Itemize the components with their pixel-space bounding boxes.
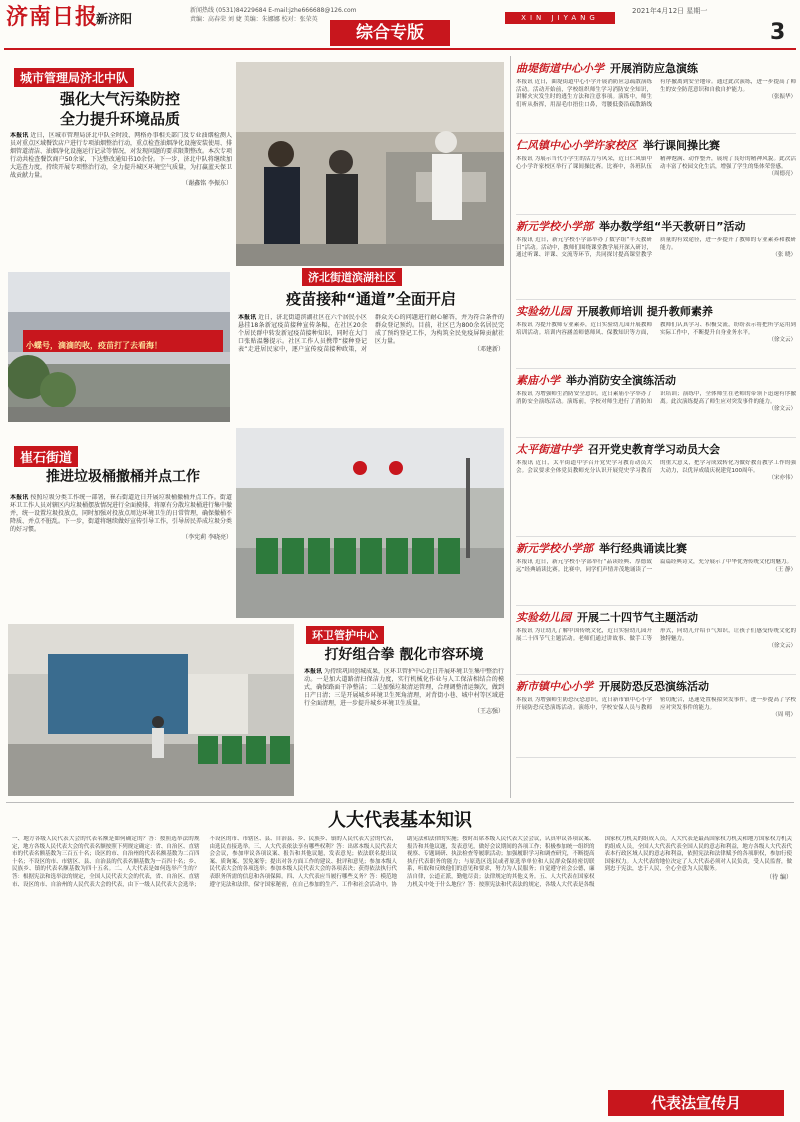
news-brief-tag: 仁风镇中心小学许家校区 bbox=[516, 139, 637, 152]
art3-lead: 本报讯 bbox=[10, 494, 29, 501]
news-brief-byline: （王 静） bbox=[772, 566, 796, 573]
news-brief-title: 开展二十四节气主题活动 bbox=[577, 611, 698, 624]
news-brief-byline: （周德亮） bbox=[768, 171, 796, 177]
bottom-title: 人大代表基本知识 bbox=[328, 810, 472, 831]
news-brief bbox=[516, 441, 796, 537]
art4-byline: （王志强） bbox=[473, 708, 504, 715]
news-brief-tag: 实验幼儿园 bbox=[516, 611, 571, 624]
masthead-edition: 新济阳 bbox=[96, 12, 133, 26]
section-title: 综合专版 bbox=[330, 20, 450, 46]
art4-body bbox=[304, 668, 504, 794]
art2-title: 疫苗接种“通道”全面开启 bbox=[286, 290, 456, 308]
news-brief-body bbox=[516, 391, 796, 438]
news-brief-title: 开展防恐反恐演练活动 bbox=[599, 680, 709, 693]
art1-photo bbox=[236, 62, 504, 266]
art4-tag: 环卫管护中心 bbox=[306, 626, 384, 644]
news-brief-header bbox=[516, 218, 796, 234]
bottom-text: 一、地方各级人民代表大会的代表名额是如何确定的？答：按照选举法的规定，地方各级人民代表大会的代表名额按照下列规定确定：省、自治区、直辖市的代表名额基数为三百五十名；设区的市、自治州的代表名额基数为二百四十名；不设区的市、市辖区、县、自治县的代表名额基数为一百四十名；乡、民族乡、镇的代表名额基数为四十五名。二、人大代表是如何选举产生的？答：根据宪法和选举法的规定，全国人民代表大会的代表，省、自治区、直辖市、设区的市、自治州的人民代表大会的代表，由下一级人民代表大会选举；不设区的市、市辖区、县、自治县、乡、民族乡、镇的人民代表大会的代表，由选民直接选举。三、人大代表依法享有哪些权利？答：出席本级人民代表大会会议，参加审议各项议案、报告和其他议题，发表意见；依法联名提出议案、质询案、罢免案等；提出对各方面工作的建议、批评和意见；参加本级人民代表大会的各项选举；参加本级人民代表大会的各项表决；获得依法执行代表职务所需的信息和各项保障。四、人大代表应当履行哪些义务？答：模范地遵守宪法和法律，保守国家秘密，在自己参加的生产、工作和社会活动中，协助宪法和法律的实施；按时出席本级人民代表大会会议，认真审议各项议案、报告和其他议题，发表意见，做好会议期间的各项工作；积极参加统一组织的视察、专题调研、执法检查等履职活动；加强履职学习和调查研究，不断提高执行代表职务的能力；与原选区选民或者原选举单位和人民群众保持密切联系，听取和反映他们的意见和要求，努力为人民服务；自觉遵守社会公德，廉洁自律，公道正派，勤勉尽责；法律规定的其他义务。五、人大代表在国家权力机关中处于什么地位？答：按照宪法和代表法的规定，各级人大代表是各级国家权力机关的组成人员，人大代表是最高国家权力机关和地方国家权力机关的组成人员，全国人大代表代表全国人民的意志和利益，地方各级人大代表代表本行政区域人民的意志和利益，依照宪法和法律赋予的各项职权，参加行使国家权力。人大代表的地位决定了人大代表必须对人民负责，受人民监督，做到忠于宪法，忠于人民，全心全意为人民服务。 bbox=[12, 836, 792, 888]
news-brief-body bbox=[516, 697, 796, 758]
art3-byline: （李宪莉 李晓亮） bbox=[182, 534, 232, 541]
news-brief-byline: （周 明） bbox=[772, 712, 796, 718]
art4-title: 打好组合拳 靓化市容环境 bbox=[324, 647, 484, 663]
news-brief-body bbox=[516, 156, 796, 215]
art3-photo bbox=[236, 428, 504, 618]
news-brief-text: 本报讯 为增强师生防恐反恐意识，近日新市镇中心小学开展防恐反恐演练活动。演练中，学校安保人员与教师密切配合，迅速处置模拟突发事件，进一步提高了学校应对突发事件的能力。 bbox=[516, 697, 796, 711]
news-brief-title: 开展消防应急演练 bbox=[610, 62, 698, 75]
news-brief-tag: 太平街道中学 bbox=[516, 443, 582, 456]
header-rule bbox=[4, 48, 796, 50]
column-divider bbox=[510, 56, 511, 798]
art3-tag: 崔石街道 bbox=[14, 446, 78, 467]
news-brief-byline: （徐文云） bbox=[768, 643, 796, 649]
art1-byline: （谢鑫铭 李振东） bbox=[182, 180, 232, 187]
art4-lead: 本报讯 bbox=[304, 668, 323, 675]
masthead-date: 2021年4月12日 星期一 bbox=[632, 7, 708, 15]
news-brief-body bbox=[516, 237, 796, 300]
news-brief-title: 举办数学组“半天教研日”活动 bbox=[599, 220, 746, 233]
kitchen-inspection-photo bbox=[236, 62, 504, 266]
news-brief-tag: 素庙小学 bbox=[516, 374, 560, 387]
art4-photo bbox=[8, 624, 294, 796]
news-brief-tag: 新市镇中心小学 bbox=[516, 680, 593, 693]
news-brief bbox=[516, 609, 796, 675]
sanitation-truck-photo bbox=[8, 624, 294, 796]
news-brief-tag: 新元学校小学部 bbox=[516, 220, 593, 233]
art2-text: 近日，济北街道滨湖社区在六个居民小区悬挂18条新冠疫苗接种宣传条幅，在社区20余个居民群中转发新冠疫苗接种知识，同时在大门口张贴温馨提示。社区工作人员携带“接种登记表”走进居民家中，逐户宣传疫苗接种政策，对群众关心的问题进行耐心解答，并为符合条件的群众登记预约。目前，社区已为800余名居民完成了预约登记工作，为构筑全民免疫屏障贡献社区力量。 bbox=[238, 314, 504, 353]
news-brief bbox=[516, 540, 796, 606]
news-brief-text: 本报讯 近日，曲堤街道中心小学开展消防应急疏散演练活动。活动开始前，学校组织师生学习消防安全知识，讲解火灾发生时的逃生方法和注意事项。演练中，师生们听从指挥，用湿毛巾捂住口鼻，弯腰低姿沿疏散路线有序撤离到安全地带。通过此次演练，进一步提高了师生的安全防范意识和自救自护能力。 bbox=[516, 79, 796, 108]
law-month-banner: 代表法宣传月 bbox=[608, 1090, 784, 1116]
masthead-pinyin: XIN JIYANG bbox=[505, 12, 615, 24]
news-brief-tag: 曲堤街道中心小学 bbox=[516, 62, 604, 75]
news-brief bbox=[516, 372, 796, 438]
art3-title: 推进垃圾桶撤桶并点工作 bbox=[46, 469, 200, 485]
page-number: 3 bbox=[770, 20, 786, 45]
news-brief bbox=[516, 60, 796, 134]
art4-text: 为持续巩固创城成果，区环卫管护中心近日开展环境卫生集中整治行动。一是加大道路清扫保洁力度，实行机械化作业与人工保洁相结合的模式，确保路面干净整洁；二是加强垃圾清运管理，合理调整清运频次，做到日产日清；三是开展城乡环境卫生死角清理，对背街小巷、城中村等区域进行全面清理，进一步提升城乡环境卫生质量。 bbox=[304, 668, 504, 707]
art2-lead: 本报讯 bbox=[238, 314, 257, 321]
news-brief-title: 召开党史教育学习动员大会 bbox=[588, 443, 720, 456]
art1-body bbox=[10, 132, 232, 262]
art3-body bbox=[10, 494, 232, 618]
art1-title-line2: 全力提升环境品质 bbox=[59, 110, 180, 128]
garbage-bins-photo bbox=[236, 428, 504, 618]
news-brief-title: 举办消防安全演练活动 bbox=[566, 374, 676, 387]
news-brief-byline: （张振华） bbox=[768, 94, 796, 100]
art2-tag: 济北街道滨湖社区 bbox=[302, 268, 402, 286]
news-brief-text: 本报讯 为展示当代小学生的活力与风采，近日仁风镇中心小学许家校区举行了课间操比赛。比赛中，各班队伍精神饱满、动作整齐，展现了良好的精神风貌。此次活动丰富了校园文化生活，增强了学生的集体荣誉感。 bbox=[516, 156, 796, 170]
news-brief-body bbox=[516, 460, 796, 537]
news-brief-header bbox=[516, 678, 796, 694]
masthead-brand: 济南日报 bbox=[6, 4, 99, 30]
news-brief-header bbox=[516, 303, 796, 319]
news-brief-body bbox=[516, 559, 796, 606]
news-brief-byline: （徐文云） bbox=[768, 406, 796, 412]
art3-text: 按照垃圾分类工作统一部署，崔石街道近日开展垃圾桶撤桶并点工作。街道环卫工作人员对辖区内垃圾桶摆放情况进行全面摸排，将原有分散垃圾桶进行集中撤并，统一设置垃圾投放点，同时加强对投放点周边环境卫生的日常管理，确保撤桶不降质、并点不脏乱。下一步，街道将继续做好宣传引导工作，引导居民养成垃圾分类的好习惯。 bbox=[10, 494, 232, 533]
news-brief-byline: （张 晓） bbox=[772, 252, 796, 258]
art2-byline: （邓建新） bbox=[473, 346, 504, 353]
news-brief-header bbox=[516, 609, 796, 625]
bottom-byline: （待 编） bbox=[766, 873, 792, 881]
news-brief-body bbox=[516, 322, 796, 369]
news-brief-body bbox=[516, 628, 796, 675]
art2-banner-text: 小蝶号，滴滴的收，疫苗打了去看海！ bbox=[26, 341, 162, 350]
news-brief bbox=[516, 218, 796, 300]
news-brief bbox=[516, 137, 796, 215]
news-brief-text: 本报讯 近日，新元学校小学部举办了数学组“半天教研日”活动。活动中，教师们围绕课堂教学展开深入研讨，通过听课、评课、交流等环节，共同探讨提高课堂教学质量的有效途径，进一步提升了教师的专业素养和教研能力。 bbox=[516, 237, 796, 258]
news-brief-header bbox=[516, 540, 796, 556]
news-brief-tag: 实验幼儿园 bbox=[516, 305, 571, 318]
news-brief-byline: （宋亦伟） bbox=[768, 475, 796, 481]
news-brief-text: 本报讯 为提升教师专业素养，近日实验幼儿园开展教师培训活动。培训内容涵盖师德师风、保教知识等方面，教师们认真学习、积极交流，纷纷表示将把所学运用到实际工作中，不断提升自身业务水平。 bbox=[516, 322, 796, 336]
news-brief-text: 本报讯 为让幼儿了解中国传统文化，近日实验幼儿园开展二十四节气主题活动。老师们通过讲故事、做手工等形式，向幼儿介绍节气知识，让孩子们感受传统文化的独特魅力。 bbox=[516, 628, 796, 642]
masthead-info-line2: 责编：高春荣 刘 婕 美编：朱娜娜 校对：张荣英 bbox=[190, 16, 318, 23]
news-brief-text: 本报讯 为增强师生消防安全意识，近日素庙小学举办了消防安全演练活动。演练前，学校对师生进行了消防知识培训；演练中，全体师生在老师的带领下迅速有序撤离。此次演练提高了师生应对突发事件的能力。 bbox=[516, 391, 796, 405]
news-brief-text: 本报讯 近日，新元学校小学部举行“品读经典、厚德致远”经典诵读比赛。比赛中，同学们声情并茂地诵读了一篇篇经典诗文，充分展示了中华优秀传统文化的魅力。 bbox=[516, 559, 793, 573]
school-news-column bbox=[516, 60, 796, 796]
news-brief-header bbox=[516, 137, 796, 153]
art2-body bbox=[238, 314, 504, 418]
art1-tag: 城市管理局济北中队 bbox=[14, 68, 134, 87]
news-brief-title: 举行课间操比赛 bbox=[643, 139, 720, 152]
news-brief bbox=[516, 678, 796, 758]
news-brief-body bbox=[516, 79, 796, 134]
bottom-rule bbox=[6, 802, 794, 803]
news-brief-header bbox=[516, 441, 796, 457]
bottom-body bbox=[12, 836, 792, 1084]
art1-title-line1: 强化大气污染防控 bbox=[59, 90, 180, 108]
art1-lead: 本报讯 bbox=[10, 132, 29, 139]
masthead-info-line1: 新闻热线 (0531)84229684 E-mail:jzhe666688@126.com bbox=[190, 7, 357, 14]
news-brief-title: 开展教师培训 提升教师素养 bbox=[577, 305, 713, 318]
news-brief-text: 本报讯 近日，太平街道中学召开党史学习教育动员大会。会议要求全体党员教师充分认识开展党史学习教育的重大意义，把学习成效转化为做好教育教学工作的强大动力，以优异成绩庆祝建党100周年。 bbox=[516, 460, 796, 474]
art1-text: 近日，区城市管理局济北中队全时段、网格办事相关部门及专业油烟检测人员对重点区域餐饮店户进行专项油烟整治行动，重点检查油烟净化设施安装使用、排烟管道清洁、油烟净化设施运行记录等情况，对发现问题的要求限期整改。本次专项行动共检查餐饮商户50余家，下达整改通知书10余份。下一步，济北中队将继续加大巡查力度，持续开展专项整治行动，全力提升城区环境空气质量，为打赢蓝天保卫战贡献力量。 bbox=[10, 132, 232, 179]
news-brief-byline: （徐文云） bbox=[768, 337, 796, 343]
news-brief-header bbox=[516, 372, 796, 388]
news-brief-title: 举行经典诵读比赛 bbox=[599, 542, 687, 555]
news-brief-header bbox=[516, 60, 796, 76]
news-brief-tag: 新元学校小学部 bbox=[516, 542, 593, 555]
news-brief bbox=[516, 303, 796, 369]
